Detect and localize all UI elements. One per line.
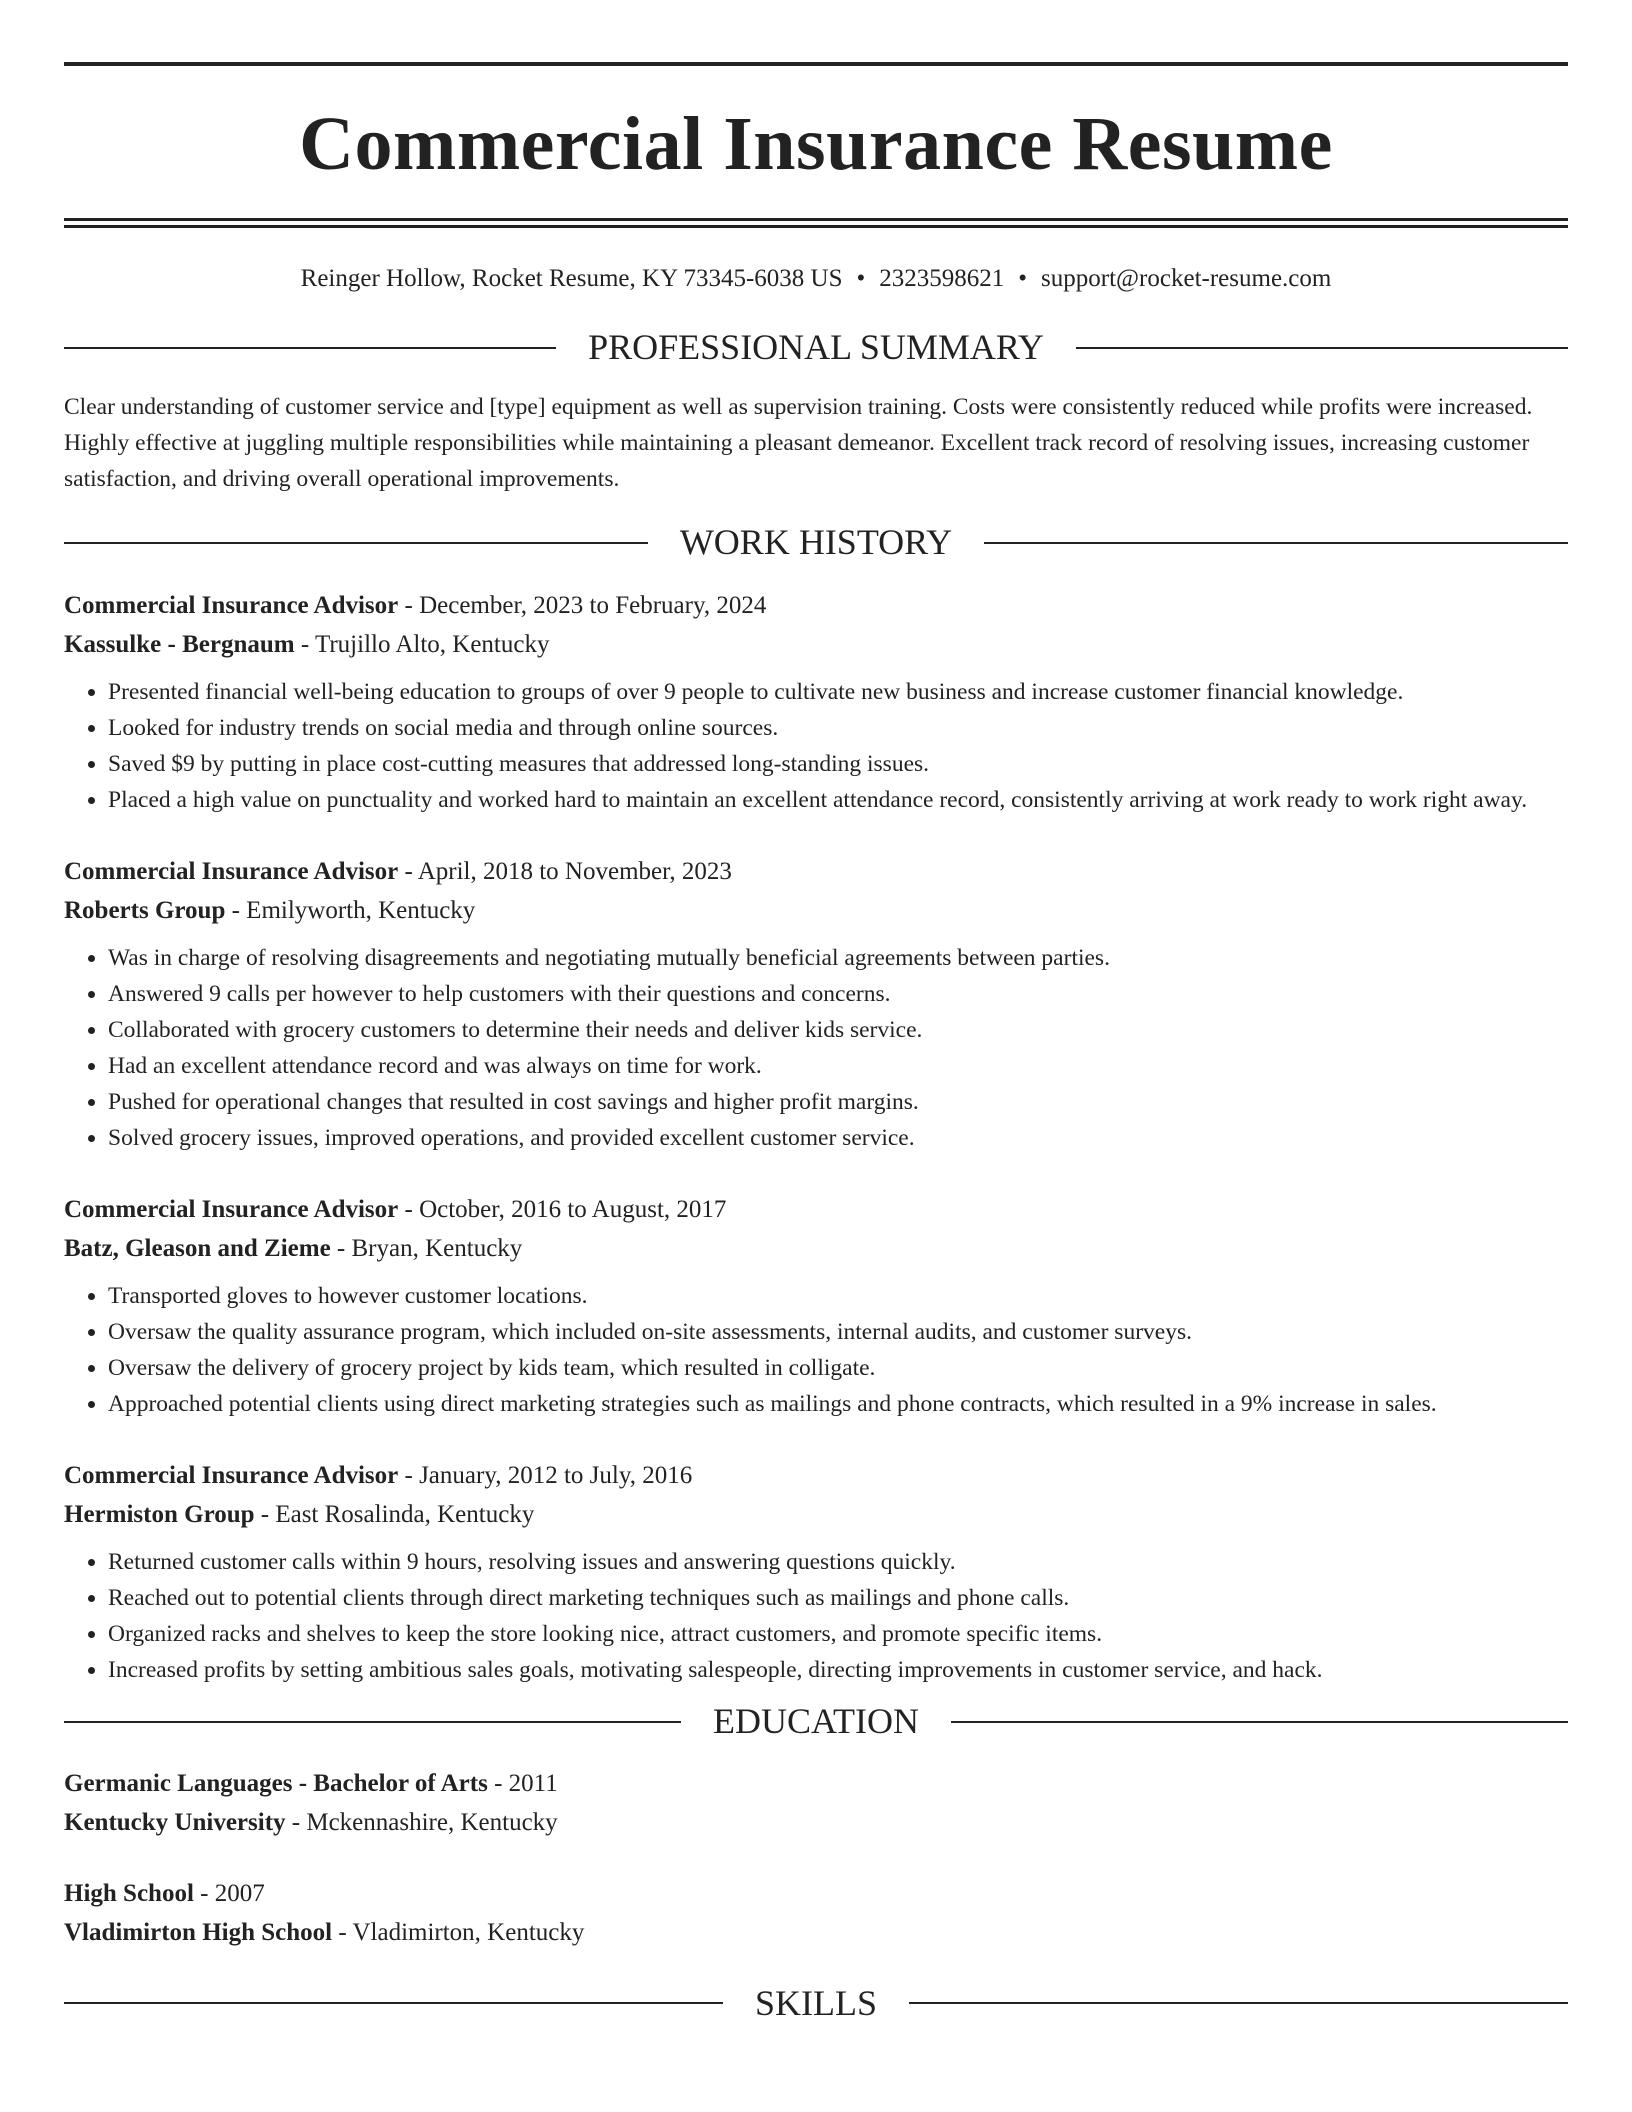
contact-address: Reinger Hollow, Rocket Resume, KY 73345-6038 US xyxy=(300,265,843,292)
list-item: • Had an excellent attendance record and was always on time for work. xyxy=(108,1048,1568,1084)
section-title: PROFESSIONAL SUMMARY xyxy=(588,327,1044,367)
section-title: WORK HISTORY xyxy=(679,522,953,563)
list-item: • Approached potential clients using direct marketing strategies such as mailings and phone contracts, which resulted in a 9% increase in sales. xyxy=(108,1386,1568,1422)
degree-year: - 2011 xyxy=(487,1769,558,1797)
job-title: Commercial Insurance Advisor xyxy=(64,1462,399,1490)
job-bullets xyxy=(64,1278,1568,1422)
list-item: • Was in charge of resolving disagreements and negotiating mutually beneficial agreements between parties. xyxy=(108,940,1568,976)
list-item: • Oversaw the delivery of grocery project by kids team, which resulted in colligate. xyxy=(108,1350,1568,1386)
job-company-line xyxy=(64,625,1568,664)
job-dates: - October, 2016 to August, 2017 xyxy=(398,1196,727,1224)
job-company: Kassulke - Bergnaum xyxy=(64,631,295,659)
school-line xyxy=(64,1913,1568,1952)
list-item: • Returned customer calls within 9 hours, resolving issues and answering questions quickly. xyxy=(108,1544,1568,1580)
list-item: • Solved grocery issues, improved operations, and provided excellent customer service. xyxy=(108,1120,1568,1156)
contact-line xyxy=(64,264,1568,294)
job-title: Commercial Insurance Advisor xyxy=(64,592,399,620)
heading-rule xyxy=(951,1721,1568,1723)
degree: High School xyxy=(64,1879,194,1907)
contact-email: support@rocket-resume.com xyxy=(1041,265,1332,292)
job-company-line xyxy=(64,891,1568,930)
list-item: • Presented financial well-being education to groups of over 9 people to cultivate new business and increase customer financial knowledge. xyxy=(108,674,1568,710)
degree-year: - 2007 xyxy=(193,1879,265,1907)
job-company-line xyxy=(64,1495,1568,1534)
section-heading-education xyxy=(64,1700,1568,1743)
heading-rule xyxy=(909,2002,1568,2004)
heading-rule xyxy=(984,542,1568,544)
job-entry xyxy=(64,1456,1568,1688)
list-item: • Reached out to potential clients through direct marketing techniques such as mailings and phone calls. xyxy=(108,1580,1568,1616)
job-title-line xyxy=(64,586,1568,625)
list-item: • Increased profits by setting ambitious sales goals, motivating salespeople, directing improvements in customer service, and hack. xyxy=(108,1652,1568,1688)
job-entry xyxy=(64,852,1568,1156)
job-title-line xyxy=(64,1190,1568,1229)
section-title: SKILLS xyxy=(755,1982,878,2023)
job-entry xyxy=(64,586,1568,818)
school: Vladimirton High School xyxy=(64,1918,333,1946)
list-item: • Oversaw the quality assurance program, which included on-site assessments, internal audits, and customer surveys. xyxy=(108,1314,1568,1350)
section-title: EDUCATION xyxy=(713,1701,919,1742)
heading-rule xyxy=(64,1721,681,1723)
job-company: Hermiston Group xyxy=(64,1501,255,1529)
job-company: Batz, Gleason and Zieme xyxy=(64,1235,331,1263)
school: Kentucky University xyxy=(64,1808,286,1836)
job-location: - East Rosalinda, Kentucky xyxy=(254,1501,535,1529)
school-line xyxy=(64,1803,1568,1842)
contact-separator: • xyxy=(1018,265,1028,292)
top-rule xyxy=(64,62,1568,66)
list-item: • Collaborated with grocery customers to determine their needs and deliver kids service. xyxy=(108,1012,1568,1048)
education-entry xyxy=(64,1764,1568,1842)
section-heading-skills xyxy=(64,1982,1568,2025)
degree-line xyxy=(64,1764,1568,1803)
job-entry xyxy=(64,1190,1568,1422)
school-location: - Vladimirton, Kentucky xyxy=(332,1918,585,1946)
heading-rule xyxy=(1076,347,1568,349)
heading-rule xyxy=(64,347,556,349)
heading-rule xyxy=(64,2002,723,2004)
job-company: Roberts Group xyxy=(64,897,226,925)
list-item: • Answered 9 calls per however to help customers with their questions and concerns. xyxy=(108,976,1568,1012)
job-title-line xyxy=(64,1456,1568,1495)
list-item: • Organized racks and shelves to keep the store looking nice, attract customers, and promote specific items. xyxy=(108,1616,1568,1652)
education-entry xyxy=(64,1874,1568,1952)
heading-rule xyxy=(64,542,648,544)
work-history-list xyxy=(64,586,1568,1688)
education-list xyxy=(64,1764,1568,1952)
job-bullets xyxy=(64,674,1568,818)
degree-line xyxy=(64,1874,1568,1913)
job-dates: - January, 2012 to July, 2016 xyxy=(398,1462,693,1490)
degree: Germanic Languages - Bachelor of Arts xyxy=(64,1769,488,1797)
job-bullets xyxy=(64,1544,1568,1688)
job-location: - Emilyworth, Kentucky xyxy=(225,897,476,925)
job-location: - Bryan, Kentucky xyxy=(330,1235,523,1263)
job-title-line xyxy=(64,852,1568,891)
job-title: Commercial Insurance Advisor xyxy=(64,1196,399,1224)
job-location: - Trujillo Alto, Kentucky xyxy=(294,631,550,659)
job-bullets xyxy=(64,940,1568,1156)
section-heading-work xyxy=(64,521,1568,564)
job-company-line xyxy=(64,1229,1568,1268)
list-item: • Transported gloves to however customer locations. xyxy=(108,1278,1568,1314)
summary-text: Clear understanding of customer service and [type] equipment as well as supervision training. Costs were consistently reduced while profits were increased. Highly effective at juggling multiple responsibilities while maintaining a pleasant demeanor. Excellent track record of resolving issues, increasing customer satisfaction, and driving overall operational improvements. xyxy=(64,394,1533,493)
contact-separator: • xyxy=(856,265,866,292)
list-item: • Looked for industry trends on social media and through online sources. xyxy=(108,710,1568,746)
job-title: Commercial Insurance Advisor xyxy=(64,858,399,886)
list-item: • Saved $9 by putting in place cost-cutting measures that addressed long-standing issues. xyxy=(108,746,1568,782)
resume-title: Commercial Insurance Resume xyxy=(299,102,1333,186)
school-location: - Mckennashire, Kentucky xyxy=(285,1808,558,1836)
job-dates: - April, 2018 to November, 2023 xyxy=(398,858,732,886)
section-heading-summary xyxy=(64,326,1568,369)
list-item: • Placed a high value on punctuality and worked hard to maintain an excellent attendance record, consistently arriving at work ready to work right away. xyxy=(108,782,1568,818)
contact-phone: 2323598621 xyxy=(879,265,1005,292)
title-double-rule xyxy=(64,218,1568,228)
list-item: • Pushed for operational changes that resulted in cost savings and higher profit margins. xyxy=(108,1084,1568,1120)
job-dates: - December, 2023 to February, 2024 xyxy=(398,592,767,620)
